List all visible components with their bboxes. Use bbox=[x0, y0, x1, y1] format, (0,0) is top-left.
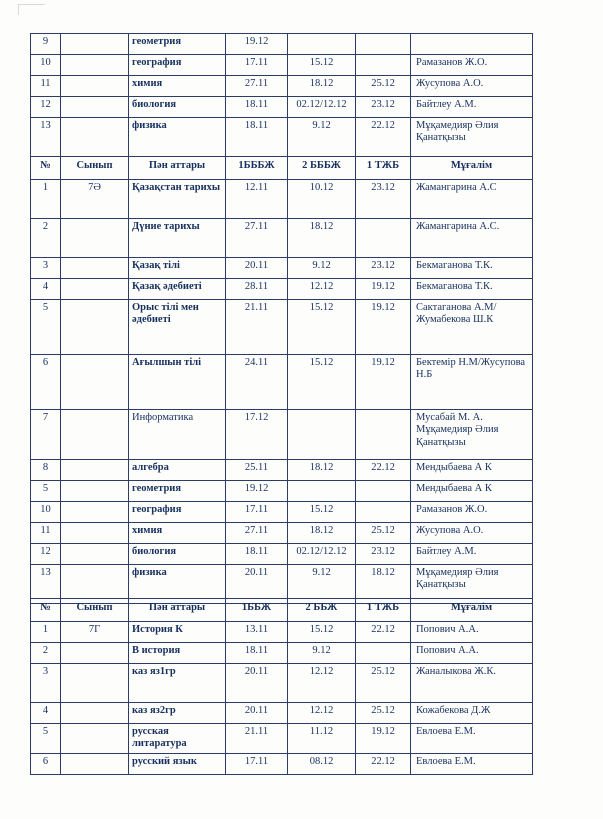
row-subject: биология bbox=[129, 544, 226, 565]
row-class bbox=[61, 258, 129, 279]
table-row bbox=[31, 118, 533, 157]
row-subject: Орыс тілі мен әдебиеті bbox=[129, 300, 226, 355]
row-number: 6 bbox=[31, 355, 61, 410]
column-header-b1: 1БББЖ bbox=[226, 157, 288, 180]
row-class bbox=[61, 460, 129, 481]
row-number: 11 bbox=[31, 523, 61, 544]
row-b1: 18.11 bbox=[226, 643, 288, 664]
row-t1 bbox=[356, 34, 411, 55]
table-row bbox=[31, 279, 533, 300]
table-row bbox=[31, 410, 533, 460]
row-number: 3 bbox=[31, 258, 61, 279]
row-b1: 19.12 bbox=[226, 34, 288, 55]
row-teacher: Мендыбаева А К bbox=[411, 460, 533, 481]
row-teacher: Евлоева Е.М. bbox=[411, 753, 533, 774]
row-t1: 19.12 bbox=[356, 355, 411, 410]
row-number: 11 bbox=[31, 76, 61, 97]
row-subject: физика bbox=[129, 565, 226, 604]
column-header-teacher: Мұғалім bbox=[411, 599, 533, 622]
row-teacher: Попович А.А. bbox=[411, 643, 533, 664]
table-row bbox=[31, 219, 533, 258]
row-t1: 19.12 bbox=[356, 300, 411, 355]
row-class: 7Ә bbox=[61, 180, 129, 219]
row-b1: 28.11 bbox=[226, 279, 288, 300]
assessment-table-top bbox=[30, 33, 533, 621]
row-teacher bbox=[411, 34, 533, 55]
row-class bbox=[61, 481, 129, 502]
row-b2: 9.12 bbox=[288, 258, 356, 279]
row-b1: 21.11 bbox=[226, 724, 288, 754]
row-t1: 22.12 bbox=[356, 118, 411, 157]
row-teacher: Кожабекова Д.Ж bbox=[411, 703, 533, 724]
column-header-class: Сынып bbox=[61, 157, 129, 180]
row-teacher: Бектемір Н.М/Жусупова Н.Б bbox=[411, 355, 533, 410]
row-teacher: Байтлеу А.М. bbox=[411, 544, 533, 565]
row-teacher: Бекмаганова Т.К. bbox=[411, 279, 533, 300]
row-class bbox=[61, 219, 129, 258]
row-b2 bbox=[288, 34, 356, 55]
row-teacher: Жамангарина А.С. bbox=[411, 219, 533, 258]
table-row bbox=[31, 55, 533, 76]
column-header-number: № bbox=[31, 157, 61, 180]
row-subject: История К bbox=[129, 622, 226, 643]
row-b1: 20.11 bbox=[226, 703, 288, 724]
row-b1: 17.11 bbox=[226, 55, 288, 76]
column-header-b2: 2 ББЖ bbox=[288, 599, 356, 622]
row-b2: 12.12 bbox=[288, 703, 356, 724]
row-b1: 17.12 bbox=[226, 410, 288, 460]
table-row bbox=[31, 258, 533, 279]
row-subject: русский язык bbox=[129, 753, 226, 774]
column-header-teacher: Мұғалім bbox=[411, 157, 533, 180]
row-subject: геометрия bbox=[129, 481, 226, 502]
row-subject: химия bbox=[129, 76, 226, 97]
row-number: 13 bbox=[31, 118, 61, 157]
row-b1: 18.11 bbox=[226, 97, 288, 118]
row-class bbox=[61, 502, 129, 523]
row-teacher: Мұқамедияр Әлия Қанатқызы bbox=[411, 118, 533, 157]
table-row bbox=[31, 622, 533, 643]
row-class bbox=[61, 703, 129, 724]
row-subject: Информатика bbox=[129, 410, 226, 460]
row-t1 bbox=[356, 55, 411, 76]
row-teacher: Мусабай М. А. Мұқамедияр Әлия Қанатқызы bbox=[411, 410, 533, 460]
table-row bbox=[31, 502, 533, 523]
row-t1: 25.12 bbox=[356, 76, 411, 97]
row-class bbox=[61, 724, 129, 754]
row-number: 7 bbox=[31, 410, 61, 460]
row-b2: 18.12 bbox=[288, 76, 356, 97]
row-subject: В история bbox=[129, 643, 226, 664]
row-class bbox=[61, 34, 129, 55]
row-class bbox=[61, 97, 129, 118]
row-b2: 9.12 bbox=[288, 118, 356, 157]
row-b2: 15.12 bbox=[288, 55, 356, 76]
row-t1: 25.12 bbox=[356, 703, 411, 724]
row-class bbox=[61, 753, 129, 774]
row-number: 8 bbox=[31, 460, 61, 481]
row-b2: 12.12 bbox=[288, 279, 356, 300]
row-subject: география bbox=[129, 502, 226, 523]
table-row bbox=[31, 97, 533, 118]
table-row bbox=[31, 643, 533, 664]
column-header-b1: 1ББЖ bbox=[226, 599, 288, 622]
row-subject: Қазақстан тарихы bbox=[129, 180, 226, 219]
row-number: 1 bbox=[31, 180, 61, 219]
row-b1: 25.11 bbox=[226, 460, 288, 481]
row-b1: 17.11 bbox=[226, 502, 288, 523]
row-subject: геометрия bbox=[129, 34, 226, 55]
row-number: 1 bbox=[31, 622, 61, 643]
row-subject: Қазақ әдебиеті bbox=[129, 279, 226, 300]
row-b2: 18.12 bbox=[288, 460, 356, 481]
table-row bbox=[31, 703, 533, 724]
row-b1: 19.12 bbox=[226, 481, 288, 502]
row-teacher: Рамазанов Ж.О. bbox=[411, 502, 533, 523]
assessment-table-bottom bbox=[30, 598, 533, 775]
row-number: 4 bbox=[31, 279, 61, 300]
table-row bbox=[31, 180, 533, 219]
row-subject: биология bbox=[129, 97, 226, 118]
row-teacher: Мұқамедияр Әлия Қанатқызы bbox=[411, 565, 533, 604]
row-t1 bbox=[356, 481, 411, 502]
table-row bbox=[31, 481, 533, 502]
table-header-row bbox=[31, 157, 533, 180]
row-class: 7Г bbox=[61, 622, 129, 643]
row-number: 12 bbox=[31, 544, 61, 565]
row-b1: 18.11 bbox=[226, 544, 288, 565]
row-number: 12 bbox=[31, 97, 61, 118]
row-subject: Дүние тарихы bbox=[129, 219, 226, 258]
row-b2: 08.12 bbox=[288, 753, 356, 774]
row-subject: химия bbox=[129, 523, 226, 544]
row-teacher: Мендыбаева А К bbox=[411, 481, 533, 502]
row-teacher: Жусупова А.О. bbox=[411, 523, 533, 544]
row-b2: 9.12 bbox=[288, 643, 356, 664]
row-number: 3 bbox=[31, 664, 61, 703]
row-t1: 25.12 bbox=[356, 523, 411, 544]
row-t1 bbox=[356, 219, 411, 258]
row-b2: 11.12 bbox=[288, 724, 356, 754]
row-subject: Ағылшын тілі bbox=[129, 355, 226, 410]
row-number: 4 bbox=[31, 703, 61, 724]
row-subject: каз яз1гр bbox=[129, 664, 226, 703]
row-b2 bbox=[288, 481, 356, 502]
row-teacher: Жусупова А.О. bbox=[411, 76, 533, 97]
row-b1: 18.11 bbox=[226, 118, 288, 157]
row-b2: 15.12 bbox=[288, 355, 356, 410]
row-number: 10 bbox=[31, 502, 61, 523]
table-row bbox=[31, 724, 533, 754]
row-b2: 18.12 bbox=[288, 523, 356, 544]
table-row bbox=[31, 523, 533, 544]
row-b2 bbox=[288, 410, 356, 460]
row-number: 2 bbox=[31, 643, 61, 664]
row-t1: 22.12 bbox=[356, 460, 411, 481]
row-subject: русская литаратура bbox=[129, 724, 226, 754]
row-subject: физика bbox=[129, 118, 226, 157]
row-b2: 10.12 bbox=[288, 180, 356, 219]
table-row bbox=[31, 34, 533, 55]
row-teacher: Бекмаганова Т.К. bbox=[411, 258, 533, 279]
row-class bbox=[61, 355, 129, 410]
row-class bbox=[61, 410, 129, 460]
column-header-t1: 1 ТЖБ bbox=[356, 157, 411, 180]
row-class bbox=[61, 300, 129, 355]
row-class bbox=[61, 279, 129, 300]
row-t1 bbox=[356, 643, 411, 664]
row-teacher: Попович А.А. bbox=[411, 622, 533, 643]
table-row bbox=[31, 300, 533, 355]
row-t1: 19.12 bbox=[356, 279, 411, 300]
row-b1: 12.11 bbox=[226, 180, 288, 219]
row-t1: 23.12 bbox=[356, 258, 411, 279]
row-b1: 24.11 bbox=[226, 355, 288, 410]
row-b1: 27.11 bbox=[226, 76, 288, 97]
table-header-row bbox=[31, 599, 533, 622]
row-b1: 20.11 bbox=[226, 258, 288, 279]
column-header-subject: Пән аттары bbox=[129, 157, 226, 180]
column-header-subject: Пән аттары bbox=[129, 599, 226, 622]
column-header-number: № bbox=[31, 599, 61, 622]
row-b1: 20.11 bbox=[226, 664, 288, 703]
column-header-t1: 1 ТЖБ bbox=[356, 599, 411, 622]
row-subject: география bbox=[129, 55, 226, 76]
row-class bbox=[61, 76, 129, 97]
table-row bbox=[31, 460, 533, 481]
row-b2: 12.12 bbox=[288, 664, 356, 703]
row-teacher: Жамангарина А.С bbox=[411, 180, 533, 219]
row-subject: каз яз2гр bbox=[129, 703, 226, 724]
row-t1: 23.12 bbox=[356, 180, 411, 219]
row-b1: 21.11 bbox=[226, 300, 288, 355]
row-b2: 02.12/12.12 bbox=[288, 544, 356, 565]
row-t1: 18.12 bbox=[356, 565, 411, 604]
row-number: 13 bbox=[31, 565, 61, 604]
table-row bbox=[31, 355, 533, 410]
table-row bbox=[31, 664, 533, 703]
row-class bbox=[61, 523, 129, 544]
row-teacher: Сактаганова А.М/Жумабекова Ш.К bbox=[411, 300, 533, 355]
row-number: 6 bbox=[31, 753, 61, 774]
row-b2: 15.12 bbox=[288, 300, 356, 355]
row-t1: 22.12 bbox=[356, 622, 411, 643]
row-t1: 19.12 bbox=[356, 724, 411, 754]
row-b1: 27.11 bbox=[226, 219, 288, 258]
row-b2: 18.12 bbox=[288, 219, 356, 258]
row-b2: 15.12 bbox=[288, 502, 356, 523]
row-number: 5 bbox=[31, 300, 61, 355]
row-class bbox=[61, 118, 129, 157]
table-row bbox=[31, 76, 533, 97]
table-row bbox=[31, 544, 533, 565]
column-header-b2: 2 БББЖ bbox=[288, 157, 356, 180]
row-teacher: Евлоева Е.М. bbox=[411, 724, 533, 754]
row-class bbox=[61, 664, 129, 703]
row-class bbox=[61, 544, 129, 565]
row-subject: алгебра bbox=[129, 460, 226, 481]
row-teacher: Рамазанов Ж.О. bbox=[411, 55, 533, 76]
row-b1: 13.11 bbox=[226, 622, 288, 643]
row-class bbox=[61, 643, 129, 664]
row-number: 10 bbox=[31, 55, 61, 76]
row-teacher: Жаналыкова Ж.К. bbox=[411, 664, 533, 703]
row-b2: 9.12 bbox=[288, 565, 356, 604]
row-t1 bbox=[356, 502, 411, 523]
row-number: 9 bbox=[31, 34, 61, 55]
column-header-class: Сынып bbox=[61, 599, 129, 622]
row-t1: 23.12 bbox=[356, 544, 411, 565]
row-subject: Қазақ тілі bbox=[129, 258, 226, 279]
row-b1: 17.11 bbox=[226, 753, 288, 774]
row-number: 5 bbox=[31, 724, 61, 754]
row-number: 5 bbox=[31, 481, 61, 502]
row-teacher: Байтлеу А.М. bbox=[411, 97, 533, 118]
page-corner-mark bbox=[18, 4, 45, 15]
row-b1: 27.11 bbox=[226, 523, 288, 544]
row-class bbox=[61, 55, 129, 76]
row-t1 bbox=[356, 410, 411, 460]
row-t1: 25.12 bbox=[356, 664, 411, 703]
row-b2: 15.12 bbox=[288, 622, 356, 643]
table-row bbox=[31, 753, 533, 774]
row-b2: 02.12/12.12 bbox=[288, 97, 356, 118]
row-t1: 22.12 bbox=[356, 753, 411, 774]
row-number: 2 bbox=[31, 219, 61, 258]
row-t1: 23.12 bbox=[356, 97, 411, 118]
row-b1: 20.11 bbox=[226, 565, 288, 604]
